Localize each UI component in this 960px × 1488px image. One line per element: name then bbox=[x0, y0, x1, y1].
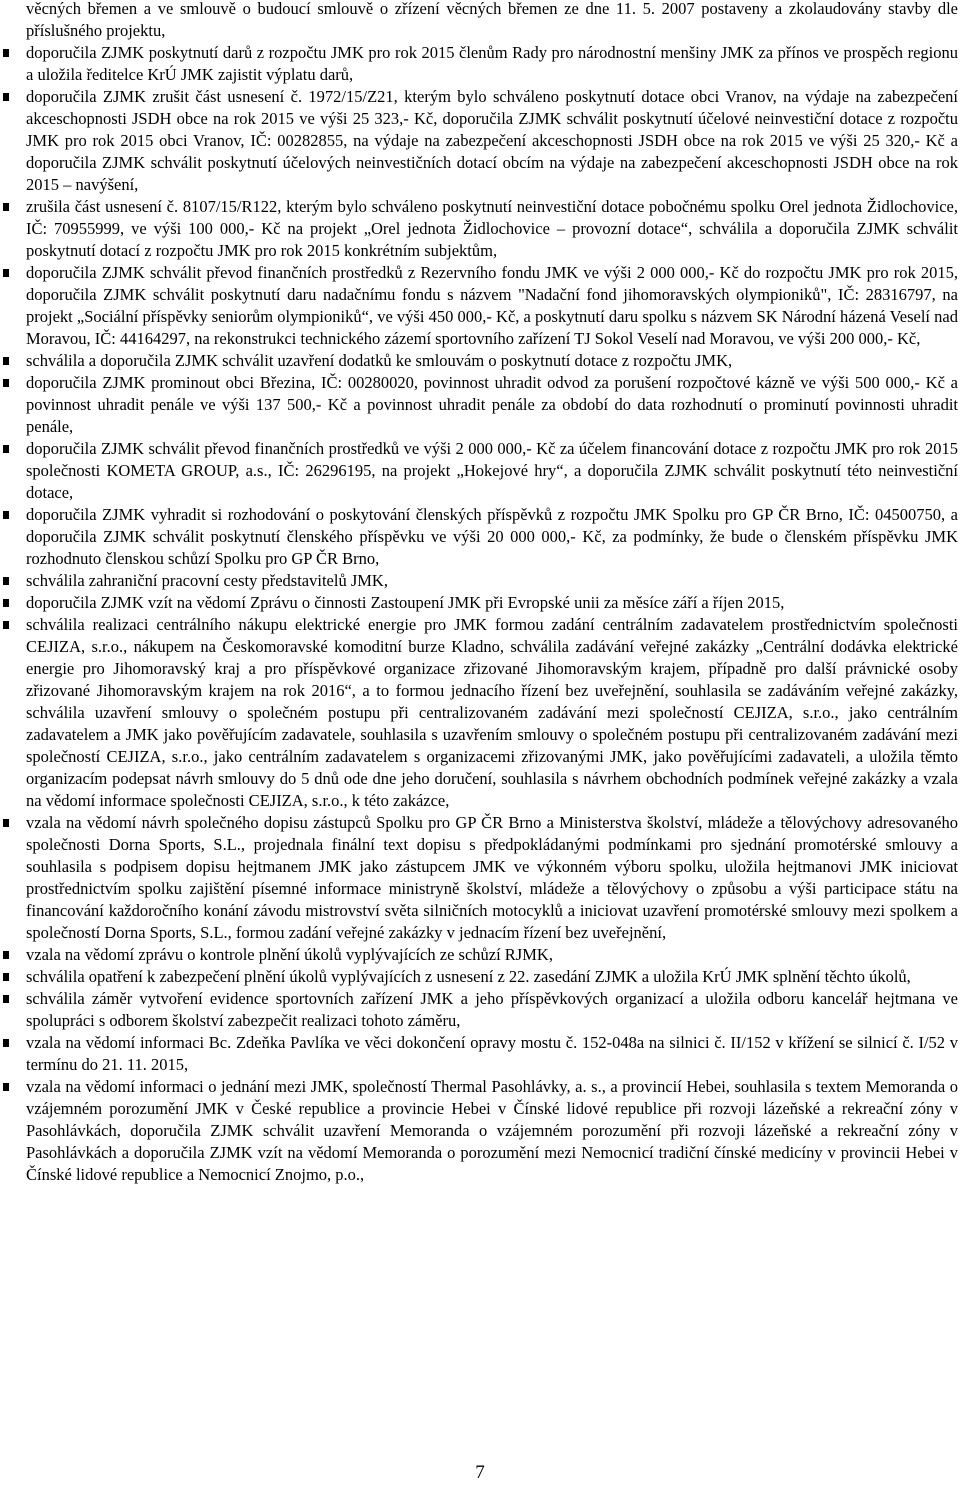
page-number: 7 bbox=[475, 1462, 485, 1483]
resolution-list bbox=[26, 42, 958, 1186]
list-item bbox=[26, 812, 958, 944]
list-item bbox=[26, 438, 958, 504]
list-item bbox=[26, 196, 958, 262]
item-text: doporučila ZJMK vzít na vědomí Zprávu o činnosti Zastoupení JMK při Evropské unii za měsíce září a říjen 2015, bbox=[26, 593, 785, 612]
bullet-icon bbox=[3, 511, 9, 519]
bullet-icon bbox=[3, 379, 9, 387]
bullet-icon bbox=[3, 995, 9, 1003]
list-item bbox=[26, 1032, 958, 1076]
item-text: schválila zahraniční pracovní cesty představitelů JMK, bbox=[26, 571, 388, 590]
bullet-icon bbox=[3, 1083, 9, 1091]
list-item bbox=[26, 614, 958, 812]
bullet-icon bbox=[3, 951, 9, 959]
bullet-icon bbox=[3, 577, 9, 585]
item-text: schválila a doporučila ZJMK schválit uzavření dodatků ke smlouvám o poskytnutí dotace z rozpočtu JMK, bbox=[26, 351, 733, 370]
bullet-icon bbox=[3, 49, 9, 57]
list-item bbox=[26, 988, 958, 1032]
item-text: doporučila ZJMK prominout obci Březina, IČ: 00280020, povinnost uhradit odvod za porušení rozpočtové kázně ve výši 500 000,- Kč a povinnost uhradit penále ve výši 137 500,- Kč a povinnost uhradit penále za období do data rozhodnutí o prominutí povinnosti uhradit penále, bbox=[26, 373, 958, 436]
item-text: vzala na vědomí zprávu o kontrole plnění úkolů vyplývajících ze schůzí RJMK, bbox=[26, 945, 553, 964]
bullet-icon bbox=[3, 269, 9, 277]
item-text: schválila záměr vytvoření evidence sportovních zařízení JMK a jeho příspěvkových organizací a uložila odboru kancelář hejtmana ve spolupráci s odborem školství zabezpečit realizaci tohoto záměru, bbox=[26, 989, 958, 1030]
list-item bbox=[26, 1076, 958, 1186]
item-text: doporučila ZJMK schválit převod finančních prostředků ve výši 2 000 000,- Kč za účelem financování dotace z rozpočtu JMK pro rok 2015 společnosti KOMETA GROUP, a.s., IČ: 26296195, na projekt „Hokejové hry“, a doporučila ZJMK schválit poskytnutí této neinvestiční dotace, bbox=[26, 439, 958, 502]
list-item bbox=[26, 262, 958, 350]
item-text: doporučila ZJMK vyhradit si rozhodování o poskytování členských příspěvků z rozpočtu JMK Spolku pro GP ČR Brno, IČ: 04500750, a doporučila ZJMK schválit poskytnutí členského příspěvku ve výši 20 000 000,- Kč, za podmínky, že bude o členském příspěvku JMK rozhodnuto členskou schůzí Spolku pro GP ČR Brno, bbox=[26, 505, 958, 568]
bullet-icon bbox=[3, 203, 9, 211]
document-body bbox=[26, 0, 958, 1186]
bullet-icon bbox=[3, 357, 9, 365]
item-text: vzala na vědomí informaci o jednání mezi JMK, společností Thermal Pasohlávky, a. s., a provincií Hebei, souhlasila s textem Memoranda o vzájemném porozumění JMK v České republice a provincie Hebei v Čínské lidové republice při rozvoji lázeňské a rekreační zóny v Pasohlávkách, doporučila ZJMK schválit uzavření Memoranda o vzájemném porozumění při rozvoji lázeňské a rekreační zóny v Pasohlávkách a doporučila ZJMK vzít na vědomí Memoranda o porozumění mezi Nemocnicí tradiční čínské medicíny v provincii Hebei v Čínské lidové republice a Nemocnicí Znojmo, p.o., bbox=[26, 1077, 958, 1184]
bullet-icon bbox=[3, 93, 9, 101]
list-item bbox=[26, 944, 958, 966]
bullet-icon bbox=[3, 1039, 9, 1047]
bullet-icon bbox=[3, 599, 9, 607]
list-item bbox=[26, 504, 958, 570]
item-text: doporučila ZJMK zrušit část usnesení č. 1972/15/Z21, kterým bylo schváleno poskytnutí dotace obci Vranov, na výdaje na zabezpečení akceschopnosti JSDH obce na rok 2015 ve výši 25 323,- Kč, doporučila ZJMK schválit poskytnutí účelové neinvestiční dotace z rozpočtu JMK pro rok 2015 obci Vranov, IČ: 00282855, na výdaje na zabezpečení akceschopnosti JSDH obce na rok 2015 ve výši 25 320,- Kč a doporučila ZJMK schválit poskytnutí účelových neinvestičních dotací obcím na výdaje na zabezpečení akceschopnosti JSDH obce na rok 2015 – navýšení, bbox=[26, 87, 958, 194]
item-text: zrušila část usnesení č. 8107/15/R122, kterým bylo schváleno poskytnutí neinvestiční dotace pobočnému spolku Orel jednota Židlochovice, IČ: 70955999, ve výši 100 000,- Kč na projekt „Orel jednota Židlochovice – provozní dotace“, schválila a doporučila ZJMK schválit poskytnutí dotací z rozpočtu JMK pro rok 2015 konkrétním subjektům, bbox=[26, 197, 958, 260]
bullet-icon bbox=[3, 445, 9, 453]
list-item bbox=[26, 350, 958, 372]
item-text: vzala na vědomí návrh společného dopisu zástupců Spolku pro GP ČR Brno a Ministerstva školství, mládeže a tělovýchovy adresovaného společnosti Dorna Sports, S.L., projednala finální text dopisu s předpokládanými podmínkami pro sjednání promotérské smlouvy a souhlasila s podpisem dopisu hejtmanem JMK jako zástupcem JMK ve výkonném výboru spolku, uložila hejtmanovi JMK iniciovat prostřednictvím spolku zajištění písemné informace ministryně školství, mládeže a tělovýchovy o způsobu a výši participace státu na financování každoročního konání závodu mistrovství světa silničních motocyklů a iniciovat uzavření promotérské smlouvy mezi spolkem a společností Dorna Sports, S.L., formou zadání veřejné zakázky v jednacím řízení bez uveřejnění, bbox=[26, 813, 958, 942]
bullet-icon bbox=[3, 621, 9, 629]
list-item bbox=[26, 372, 958, 438]
bullet-icon bbox=[3, 819, 9, 827]
list-item bbox=[26, 592, 958, 614]
list-item bbox=[26, 966, 958, 988]
list-item bbox=[26, 42, 958, 86]
item-text: schválila opatření k zabezpečení plnění úkolů vyplývajících z usnesení z 22. zasedání ZJMK a uložila KrÚ JMK splnění těchto úkolů, bbox=[26, 967, 911, 986]
list-item bbox=[26, 570, 958, 592]
list-item bbox=[26, 86, 958, 196]
item-text: vzala na vědomí informaci Bc. Zdeňka Pavlíka ve věci dokončení opravy mostu č. 152-048a na silnici č. II/152 v křížení se silnicí č. I/52 v termínu do 21. 11. 2015, bbox=[26, 1033, 958, 1074]
item-text: doporučila ZJMK schválit převod finančních prostředků z Rezervního fondu JMK ve výši 2 000 000,- Kč do rozpočtu JMK pro rok 2015, doporučila ZJMK schválit poskytnutí daru nadačnímu fondu s názvem "Nadační fond jihomoravských olympioniků", IČ: 28316797, na projekt „Sociální příspěvky seniorům olympioniků“, ve výši 450 000,- Kč, a poskytnutí daru spolku s názvem SK Národní házená Veselí nad Moravou, IČ: 44164297, na rekonstrukci technického zázemí sportovního zařízení TJ Sokol Veselí nad Moravou, ve výši 200 000,- Kč, bbox=[26, 263, 958, 348]
item-text: doporučila ZJMK poskytnutí darů z rozpočtu JMK pro rok 2015 členům Rady pro národnostní menšiny JMK za přínos ve prospěch regionu a uložila ředitelce KrÚ JMK zajistit výplatu darů, bbox=[26, 43, 958, 84]
continuation-paragraph: věcných břemen a ve smlouvě o budoucí smlouvě o zřízení věcných břemen ze dne 11. 5. 2007 postaveny a zkolaudovány stavby dle příslušného projektu, bbox=[26, 0, 958, 40]
bullet-icon bbox=[3, 973, 9, 981]
item-text: schválila realizaci centrálního nákupu elektrické energie pro JMK formou zadání centrálním zadavatelem prostřednictvím společnosti CEJIZA, s.r.o., nákupem na Českomoravské komoditní burze Kladno, schválila zadávání veřejné zakázky „Centrální dodávka elektrické energie pro Jihomoravský kraj a pro příspěvkové organizace zřizované Jihomoravským krajem, případně pro další právnické osoby zřizované Jihomoravským krajem na rok 2016“, a to formou jednacího řízení bez uveřejnění, souhlasila se zadáváním veřejné zakázky, schválila uzavření smlouvy o společném postupu při centralizovaném zadávání mezi společností CEJIZA, s.r.o., jako centrálním zadavatelem a JMK jako pověřujícím zadavatele, souhlasila s uzavřením smlouvy o společném postupu při centralizovaném zadávání mezi společností CEJIZA, s.r.o., jako centrálním zadavatelem s organizacemi zřizovanými JMK, jako pověřujícími zadavateli, a uložila těmto organizacím podepsat návrh smlouvy do 5 dnů ode dne jeho doručení, souhlasila s návrhem obchodních podmínek veřejné zakázky a vzala na vědomí informace společnosti CEJIZA, s.r.o., k této zakázce, bbox=[26, 615, 958, 810]
